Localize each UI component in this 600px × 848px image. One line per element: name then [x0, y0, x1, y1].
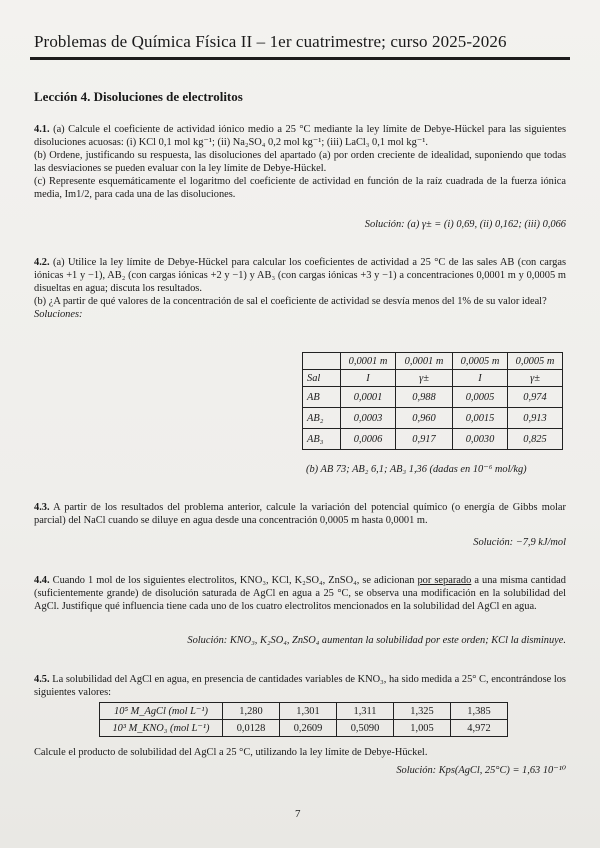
table-cell: 0,5090	[337, 720, 394, 737]
solubility-table	[99, 702, 508, 737]
problem-4-1	[34, 123, 566, 201]
table-subheader-row	[303, 370, 563, 387]
problem-4-3-solution: Solución: −7,9 kJ/mol	[473, 537, 566, 548]
problem-4-5-question	[34, 746, 566, 759]
problem-4-1-part-b: (b) Ordene, justificando su respuesta, las disoluciones del apartado (a) por orden creciente de idealidad, suponiendo que todas las desviaciones se pueden evaluar con la ley límite de Debye-Hückel.	[34, 150, 566, 174]
problem-number: 4.2.	[34, 257, 50, 268]
table-cell: 4,972	[451, 720, 508, 737]
table-cell: 1,301	[280, 703, 337, 720]
problem-4-2-part-a	[34, 256, 566, 295]
table-header-cell: I	[453, 370, 508, 387]
table-cell: 1,005	[394, 720, 451, 737]
table-cell: 0,0001	[341, 387, 396, 408]
problem-number: 4.5.	[34, 674, 50, 685]
table-cell: 0,988	[396, 387, 453, 408]
page-number: 7	[295, 808, 301, 820]
table-cell: 0,0030	[453, 429, 508, 450]
problem-4-4-solution: Solución: KNO₃, K₂SO₄, ZnSO₄ aumentan la solubilidad por este orden; KCl la disminuye.	[187, 635, 566, 646]
table-header-cell: γ±	[508, 370, 563, 387]
problem-4-2-part-b: (b) ¿A partir de qué valores de la concentración de sal el coeficiente de actividad se desvía menos del 1% de su valor ideal?	[34, 296, 547, 307]
table-cell: 1,385	[451, 703, 508, 720]
table-row-header: AB₃	[303, 429, 341, 450]
table-cell: 0,0128	[223, 720, 280, 737]
table-cell: 0,0015	[453, 408, 508, 429]
table-header-row	[303, 353, 563, 370]
table-header-cell: 0,0005 m	[508, 353, 563, 370]
activity-coefficient-table	[302, 352, 563, 450]
table-header-cell: 0,0001 m	[396, 353, 453, 370]
table-cell: 1,311	[337, 703, 394, 720]
problem-text: Calcule el producto de solubilidad del AgCl a 25 °C, utilizando la ley límite de Debye-Hückel.	[34, 747, 428, 758]
table-row-header: AB	[303, 387, 341, 408]
header-rule	[30, 57, 570, 60]
table-row	[100, 703, 508, 720]
underlined-text: por separado	[417, 575, 472, 586]
table-row	[100, 720, 508, 737]
solutions-label: Soluciones:	[34, 309, 83, 320]
table-row	[303, 429, 563, 450]
table-header-cell: I	[341, 370, 396, 387]
table-row	[303, 387, 563, 408]
problem-text: (a) Calcule el coeficiente de actividad iónico medio a 25 °C mediante la ley límite de Debye-Hückel para las siguientes disoluciones acuosas: (i) KCl 0,1 mol kg⁻¹; (ii) Na₂SO₄ 0,2 mol kg⁻¹; (iii) LaCl₃ 0,1 mol kg⁻¹.	[34, 124, 566, 148]
table-cell: 0,974	[508, 387, 563, 408]
problem-4-1-part-c: (c) Represente esquemáticamente el logaritmo del coeficiente de actividad en función de la raíz cuadrada de la fuerza iónica media, Im1/2, para cada una de las disoluciones.	[34, 176, 566, 200]
problem-4-5	[34, 673, 566, 699]
problem-number: 4.3.	[34, 502, 50, 513]
problem-text: (a) Utilice la ley límite de Debye-Hückel para calcular los coeficientes de actividad a 25 °C de las sales AB (con cargas iónicas +1 y −1), AB₂ (con cargas iónicas +2 y −1) y AB₃ (con cargas iónicas +3 y −1) a concentraciones 0,0001 m y 0,0005 m disueltas en agua; discuta los resultados.	[34, 257, 566, 294]
table-cell: 0,2609	[280, 720, 337, 737]
page-header-title: Problemas de Química Física II – 1er cuatrimestre; curso 2025-2026	[34, 32, 507, 51]
table-cell: 0,960	[396, 408, 453, 429]
table-cell: 0,0005	[453, 387, 508, 408]
lesson-title: Lección 4. Disoluciones de electrolitos	[34, 89, 243, 104]
problem-4-1-solution: Solución: (a) γ± = (i) 0,69, (ii) 0,162; (iii) 0,066	[364, 219, 566, 230]
table-cell: 0,0003	[341, 408, 396, 429]
table-cell: 0,917	[396, 429, 453, 450]
table-cell: 1,280	[223, 703, 280, 720]
problem-4-2	[34, 256, 566, 321]
problem-4-4	[34, 574, 566, 613]
problem-4-1-part-a	[34, 123, 566, 149]
table-row-header: 10⁵ M_AgCl (mol L⁻¹)	[100, 703, 223, 720]
table-cell: 0,825	[508, 429, 563, 450]
table-header-cell: 0,0005 m	[453, 353, 508, 370]
problem-text: a una misma cantidad (suficientemente grande) de disolución saturada de AgCl en agua a 25 °C, se observa una modificación en la solubilidad del AgCl. Justifique qué influencia tiene cada uno de los cuatro electrolitos mencionados en la solubilidad del AgCl en agua.	[34, 575, 566, 612]
problem-4-3	[34, 501, 566, 527]
problem-text: A partir de los resultados del problema anterior, calcule la variación del potencial químico (o energía de Gibbs molar parcial) del NaCl cuando se diluye en agua desde una concentración 0,0005 m hasta 0,0001 m.	[34, 502, 566, 526]
problem-text: La solubilidad del AgCl en agua, en presencia de cantidades variables de KNO₃, ha sido medida a 25° C, encontrándose los siguientes valores:	[34, 674, 566, 698]
table-corner-cell	[303, 353, 341, 370]
problem-number: 4.4.	[34, 575, 50, 586]
table-row-header: AB₂	[303, 408, 341, 429]
table-cell: 1,325	[394, 703, 451, 720]
problem-4-5-solution: Solución: Kps(AgCl, 25°C) = 1,63 10⁻¹⁰	[396, 765, 566, 776]
table-cell: 0,0006	[341, 429, 396, 450]
table-header-cell: 0,0001 m	[341, 353, 396, 370]
table-header-cell: γ±	[396, 370, 453, 387]
table-row-header: 10³ M_KNO₃ (mol L⁻¹)	[100, 720, 223, 737]
table-caption: (b) AB 73; AB₂ 6,1; AB₃ 1,36 (dadas en 10⁻⁶ mol/kg)	[306, 464, 527, 475]
table-cell: 0,913	[508, 408, 563, 429]
problem-number: 4.1.	[34, 124, 50, 135]
table-row	[303, 408, 563, 429]
table-row-header: Sal	[303, 370, 341, 387]
problem-text: Cuando 1 mol de los siguientes electrolitos, KNO₃, KCl, K₂SO₄, ZnSO₄, se adicionan	[52, 575, 418, 586]
